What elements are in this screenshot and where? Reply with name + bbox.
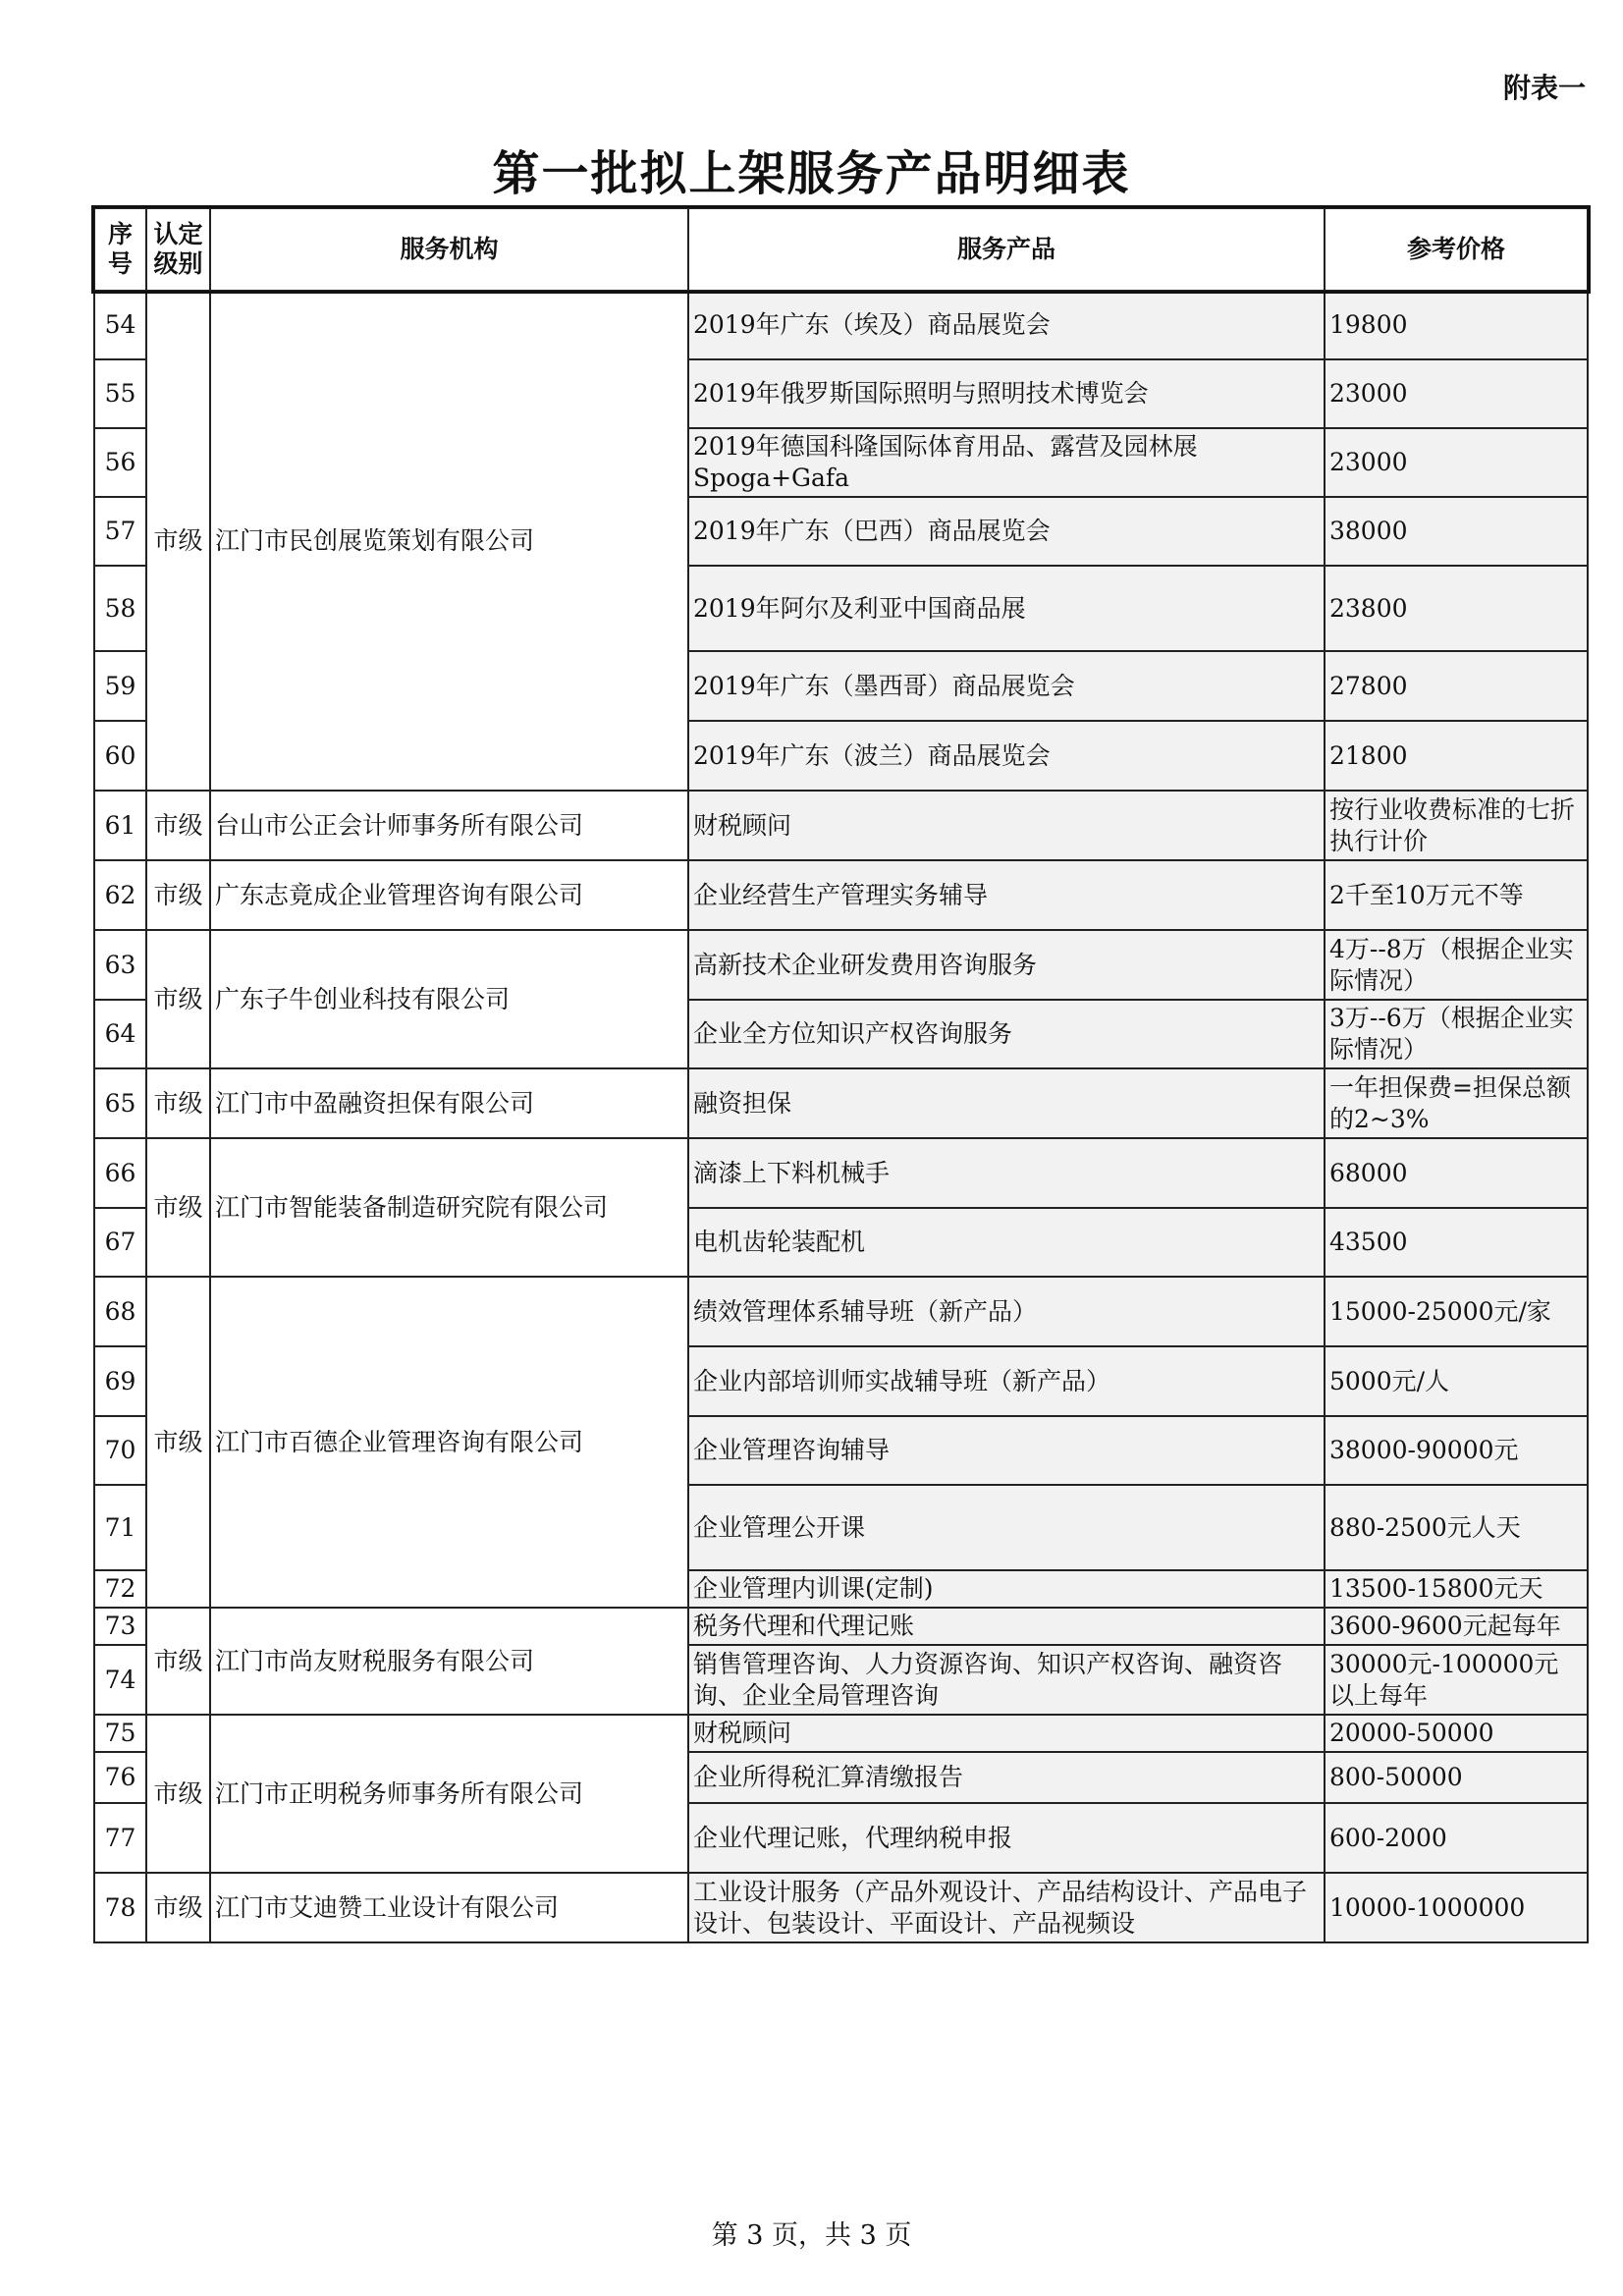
header-product: 服务产品	[688, 208, 1325, 291]
level-cell: 市级	[146, 860, 210, 930]
product-cell: 财税顾问	[688, 791, 1325, 860]
price-cell: 5000元/人	[1325, 1346, 1588, 1416]
product-cell: 税务代理和代理记账	[688, 1608, 1325, 1645]
price-cell: 800-50000	[1325, 1752, 1588, 1803]
price-cell: 10000-1000000	[1325, 1873, 1588, 1942]
price-cell: 68000	[1325, 1138, 1588, 1208]
row-index: 61	[94, 791, 146, 860]
level-cell: 市级	[146, 1608, 210, 1715]
row-index: 76	[94, 1752, 146, 1803]
product-cell: 企业管理咨询辅导	[688, 1416, 1325, 1485]
product-cell: 绩效管理体系辅导班（新产品）	[688, 1277, 1325, 1346]
price-cell: 20000-50000	[1325, 1715, 1588, 1752]
level-cell: 市级	[146, 1068, 210, 1138]
org-cell: 江门市艾迪赞工业设计有限公司	[210, 1873, 688, 1942]
price-cell: 一年担保费=担保总额的2~3%	[1325, 1068, 1588, 1138]
price-cell: 21800	[1325, 721, 1588, 791]
product-cell: 企业全方位知识产权咨询服务	[688, 1000, 1325, 1068]
price-cell: 3万--6万（根据企业实际情况）	[1325, 1000, 1588, 1068]
product-cell: 2019年俄罗斯国际照明与照明技术博览会	[688, 359, 1325, 428]
table-row	[94, 1608, 1588, 1645]
product-cell: 工业设计服务（产品外观设计、产品结构设计、产品电子设计、包装设计、平面设计、产品视频设	[688, 1873, 1325, 1942]
price-cell: 按行业收费标准的七折执行计价	[1325, 791, 1588, 860]
price-cell: 600-2000	[1325, 1803, 1588, 1873]
org-cell: 广东子牛创业科技有限公司	[210, 930, 688, 1068]
product-cell: 高新技术企业研发费用咨询服务	[688, 930, 1325, 1000]
product-cell: 2019年广东（墨西哥）商品展览会	[688, 651, 1325, 721]
page-footer: 第 3 页，共 3 页	[711, 2220, 912, 2251]
product-cell: 电机齿轮装配机	[688, 1208, 1325, 1277]
org-cell: 江门市智能装备制造研究院有限公司	[210, 1138, 688, 1277]
level-cell: 市级	[146, 291, 210, 791]
page-title: 第一批拟上架服务产品明细表	[492, 146, 1131, 201]
product-table	[93, 207, 1589, 1943]
row-index: 66	[94, 1138, 146, 1208]
product-cell: 2019年德国科隆国际体育用品、露营及园林展Spoga+Gafa	[688, 428, 1325, 497]
product-cell: 销售管理咨询、人力资源咨询、知识产权咨询、融资咨询、企业全局管理咨询	[688, 1645, 1325, 1715]
product-cell: 企业管理公开课	[688, 1485, 1325, 1570]
annex-label: 附表一	[1502, 72, 1586, 104]
header-index: 序号	[94, 208, 146, 291]
price-cell: 880-2500元人天	[1325, 1485, 1588, 1570]
table-row	[94, 1068, 1588, 1138]
org-cell: 台山市公正会计师事务所有限公司	[210, 791, 688, 860]
price-cell: 23000	[1325, 359, 1588, 428]
price-cell: 23800	[1325, 566, 1588, 651]
product-cell: 2019年广东（波兰）商品展览会	[688, 721, 1325, 791]
table-row	[94, 791, 1588, 860]
table-row	[94, 291, 1588, 359]
price-cell: 4万--8万（根据企业实际情况）	[1325, 930, 1588, 1000]
header-price: 参考价格	[1325, 208, 1588, 291]
price-cell: 27800	[1325, 651, 1588, 721]
price-cell: 3600-9600元起每年	[1325, 1608, 1588, 1645]
org-cell: 江门市尚友财税服务有限公司	[210, 1608, 688, 1715]
row-index: 69	[94, 1346, 146, 1416]
product-cell: 滴漆上下料机械手	[688, 1138, 1325, 1208]
product-cell: 2019年阿尔及利亚中国商品展	[688, 566, 1325, 651]
product-cell: 企业代理记账，代理纳税申报	[688, 1803, 1325, 1873]
row-index: 71	[94, 1485, 146, 1570]
header-org: 服务机构	[210, 208, 688, 291]
table-row	[94, 860, 1588, 930]
row-index: 73	[94, 1608, 146, 1645]
price-cell: 19800	[1325, 291, 1588, 359]
row-index: 62	[94, 860, 146, 930]
price-cell: 13500-15800元天	[1325, 1570, 1588, 1608]
org-cell: 江门市中盈融资担保有限公司	[210, 1068, 688, 1138]
row-index: 59	[94, 651, 146, 721]
row-index: 74	[94, 1645, 146, 1715]
row-index: 64	[94, 1000, 146, 1068]
product-cell: 企业管理内训课(定制)	[688, 1570, 1325, 1608]
product-cell: 企业经营生产管理实务辅导	[688, 860, 1325, 930]
row-index: 67	[94, 1208, 146, 1277]
row-index: 65	[94, 1068, 146, 1138]
product-cell: 2019年广东（巴西）商品展览会	[688, 497, 1325, 566]
row-index: 78	[94, 1873, 146, 1942]
product-cell: 财税顾问	[688, 1715, 1325, 1752]
price-cell: 30000元-100000元以上每年	[1325, 1645, 1588, 1715]
row-index: 60	[94, 721, 146, 791]
product-cell: 企业所得税汇算清缴报告	[688, 1752, 1325, 1803]
org-cell: 江门市百德企业管理咨询有限公司	[210, 1277, 688, 1608]
row-index: 55	[94, 359, 146, 428]
level-cell: 市级	[146, 791, 210, 860]
row-index: 58	[94, 566, 146, 651]
level-cell: 市级	[146, 1715, 210, 1873]
price-cell: 43500	[1325, 1208, 1588, 1277]
row-index: 72	[94, 1570, 146, 1608]
header-row	[94, 208, 1588, 291]
price-cell: 23000	[1325, 428, 1588, 497]
table-row	[94, 1873, 1588, 1942]
level-cell: 市级	[146, 1277, 210, 1608]
price-cell: 15000-25000元/家	[1325, 1277, 1588, 1346]
price-cell: 38000-90000元	[1325, 1416, 1588, 1485]
row-index: 75	[94, 1715, 146, 1752]
table-row	[94, 1277, 1588, 1346]
table-body	[94, 208, 1588, 1942]
row-index: 56	[94, 428, 146, 497]
level-cell: 市级	[146, 1138, 210, 1277]
table-row	[94, 1138, 1588, 1208]
row-index: 63	[94, 930, 146, 1000]
row-index: 77	[94, 1803, 146, 1873]
price-cell: 38000	[1325, 497, 1588, 566]
product-cell: 融资担保	[688, 1068, 1325, 1138]
table-row	[94, 930, 1588, 1000]
org-cell: 江门市正明税务师事务所有限公司	[210, 1715, 688, 1873]
product-cell: 2019年广东（埃及）商品展览会	[688, 291, 1325, 359]
row-index: 54	[94, 291, 146, 359]
product-cell: 企业内部培训师实战辅导班（新产品）	[688, 1346, 1325, 1416]
header-level: 认定级别	[146, 208, 210, 291]
level-cell: 市级	[146, 1873, 210, 1942]
row-index: 68	[94, 1277, 146, 1346]
table-row	[94, 1715, 1588, 1752]
org-cell: 江门市民创展览策划有限公司	[210, 291, 688, 791]
row-index: 70	[94, 1416, 146, 1485]
row-index: 57	[94, 497, 146, 566]
price-cell: 2千至10万元不等	[1325, 860, 1588, 930]
org-cell: 广东志竟成企业管理咨询有限公司	[210, 860, 688, 930]
level-cell: 市级	[146, 930, 210, 1068]
